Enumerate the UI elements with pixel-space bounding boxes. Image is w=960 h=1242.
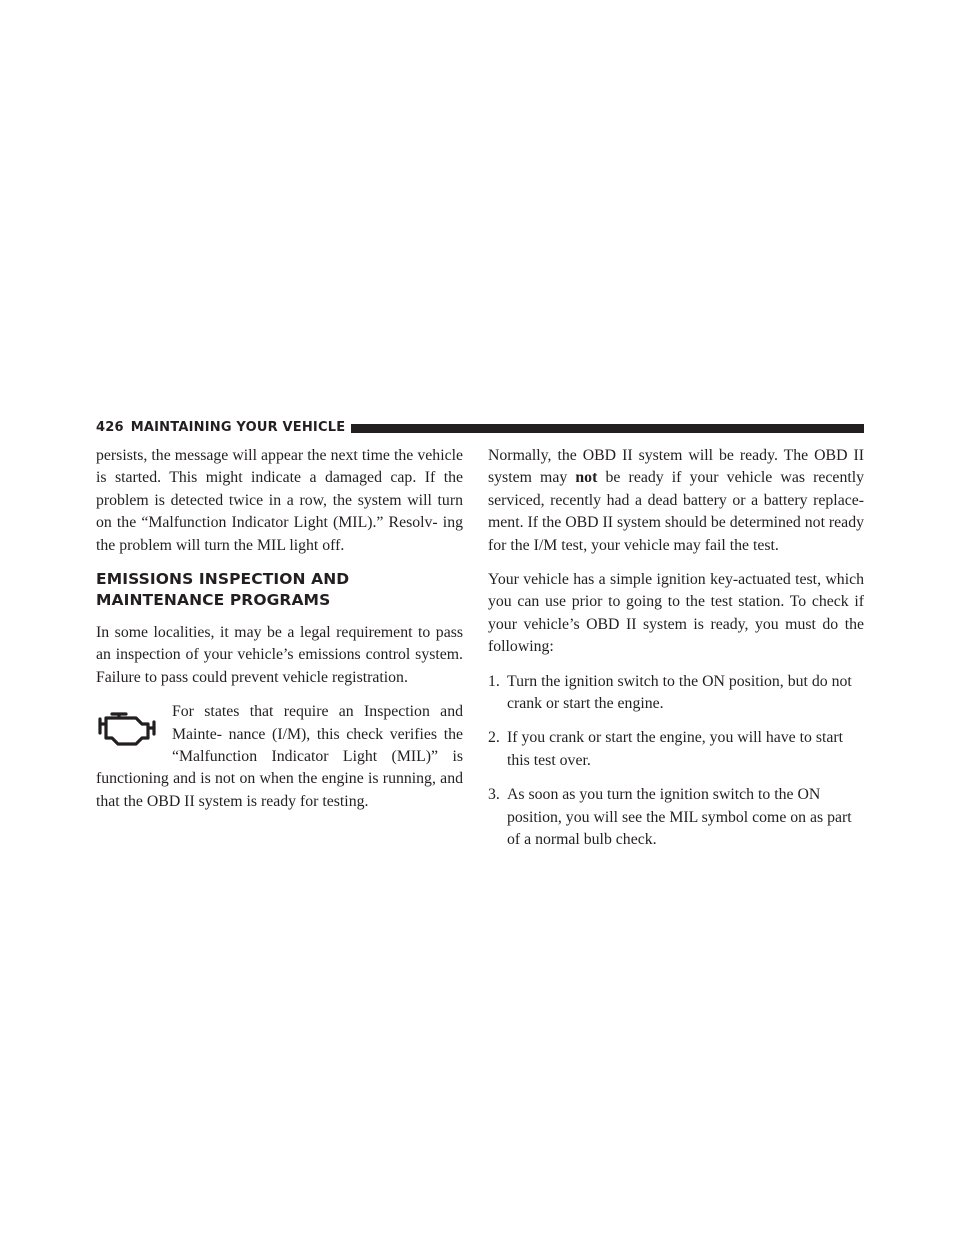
obd-ready-not: not (575, 469, 598, 487)
step-text: Turn the ignition switch to the ON position, but do not crank or start the engine. (507, 672, 852, 713)
paragraph-mil-check (96, 701, 463, 813)
left-column (96, 445, 463, 813)
page-header (96, 417, 864, 439)
list-item (488, 784, 864, 851)
step-text: If you crank or start the engine, you will have to start this test over. (507, 729, 844, 769)
step-text: As soon as you turn the ignition switch to the ON position, you will see the MIL symbol come on as part of a normal bulb check. (507, 786, 852, 849)
step-number: 1. (488, 672, 500, 690)
obd-ready-text-a: Normally, the OBD II system will be ready. The OBD II system may (488, 447, 864, 487)
obd-ready-text-b: be ready if your vehicle was recently serviced, recently had a dead battery or a battery replace- ment. If the OBD II system should be determined not ready for the I/M test, your vehicle may fail the test. (488, 469, 865, 554)
list-item (488, 671, 864, 716)
section-title: MAINTAINING YOUR VEHICLE (130, 420, 346, 435)
mil-check-text: For states that require an Inspection and Mainte- nance (I/M), this check verifies the “Malfunction Indicator Light (MIL)” is functioning and is not on when the engine is running, and that the OBD II system is ready for testing. (96, 703, 463, 810)
check-engine-icon (96, 704, 160, 760)
step-number: 3. (488, 786, 500, 804)
header-rule (351, 424, 864, 433)
paragraph-obd-ready (488, 445, 864, 557)
step-number: 2. (488, 729, 500, 747)
right-column (488, 445, 864, 864)
section-heading: EMISSIONS INSPECTION AND MAINTENANCE PROGRAMS (96, 570, 350, 610)
intro-paragraph: persists, the message will appear the next time the vehicle is started. This might indicate a damaged cap. If the problem is detected twice in a row, the system will turn on the “Malfunction Indicator Light (MIL).” Resolv- ing the problem will turn the MIL light off. (96, 447, 463, 554)
paragraph-ignition-test: Your vehicle has a simple ignition key-actuated test, which you can use prior to going to the test station. To check if your vehicle’s OBD II system is ready, you must do the following: (488, 571, 864, 656)
paragraph-legal-requirement: In some localities, it may be a legal requirement to pass an inspection of your vehicle’s emissions control system. Failure to pass could prevent vehicle registration. (96, 624, 463, 686)
page-number: 426 (96, 420, 124, 435)
list-item (488, 727, 864, 772)
